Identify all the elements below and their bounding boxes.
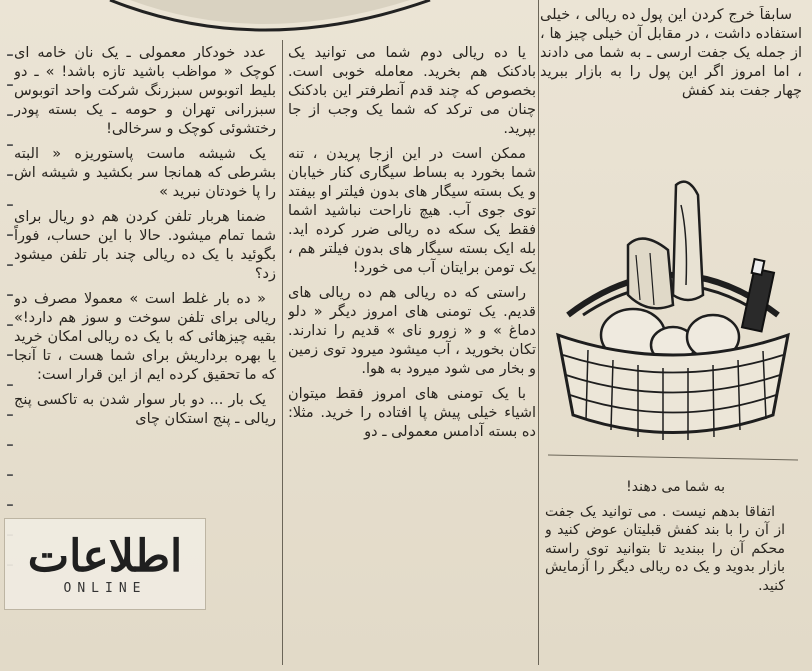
shopping-basket-illustration <box>548 175 798 465</box>
paragraph: یا ده ریالی دوم شما می توانید یک بادکنک هم بخرید. معامله خوبی است. بخصوص که چند قدم آنطرفتر این بادکنک چنان می ترکد که شما یک وجب از جا بپرید. <box>288 45 536 137</box>
paragraph: ضمنا هربار تلفن کردن هم دو ریال برای شما تمام میشود. حالا با این حساب، فوراً بگوئید با یک ده ریالی چند بار تلفن میشود زد؟ <box>14 209 276 282</box>
plate-illustration-top <box>0 0 440 36</box>
watermark-logo <box>4 518 206 610</box>
logo-subtitle: ONLINE <box>63 580 147 596</box>
paragraph: راستی که ده ریالی هم ده ریالی های قدیم. یک تومنی های امروز دیگر « دلو دماغ » و « زورو نای » قدیم را ندارند. تکان بخورید ، آب میشود میرود توی زمین و بخار می شود میرود به هوا. <box>288 285 536 377</box>
paragraph: « ده بار غلط است » معمولا مصرف دو ریالی برای تلفن سوخت و سوز هم دارد!» بقیه چیزهائی که با یک ده ریالی امکان خرید یا بهره برداریش برای شما هست ، تا آنجا که ما تحقیق کرده ایم از این قرار است: <box>14 291 276 383</box>
paragraph: اتفاقا بدهم نیست . می توانید یک جفت از آن را با بند کفش قبلیتان عوض کنید و محکم آن را ببندید تا بتوانید توی راسته بازار بدوید و یک ده ریالی دیگر را آزمایش کنید. <box>545 503 785 594</box>
article-column-2 <box>288 44 536 664</box>
paragraph: سابقاً خرج کردن این پول ده ریالی ، خیلی استفاده داشت ، در مقابل آن خیلی چیز ها ، از جمله یک جفت ارسی ـ به شما می دادند ، اما امروز اگر این پول را به بازار ببرید چهار جفت بند کفش <box>540 7 802 99</box>
article-column-1 <box>540 6 802 176</box>
logo-title: اطلاعات <box>27 530 183 582</box>
column-divider <box>282 40 283 665</box>
article-column-4 <box>545 478 785 668</box>
paragraph: عدد خودکار معمولی ـ یک نان خامه ای کوچک « مواظب باشید تازه باشد! » ـ دو بلیط اتوبوس سبزرنگ شرکت واحد اتوبوس سبزرانی تهران و حومه ـ یک بسته پودر رختشوئی کوچک و سرخالی! <box>14 45 276 137</box>
paragraph: یک بار ... دو بار سوار شدن به تاکسی پنج ریالی ـ پنج استکان چای <box>14 392 276 427</box>
paragraph: با یک تومنی های امروز فقط میتوان اشیاء خیلی پیش پا افتاده را خرید. مثلا: ده بسته آدامس معمولی ـ دو <box>288 386 536 440</box>
paragraph: یک شیشه ماست پاستوریزه « البته بشرطی که همانجا سر بکشید و شیشه اش را پا خودتان نبرید » <box>14 146 276 200</box>
paragraph: به شما می دهند! <box>626 479 725 495</box>
column-divider <box>538 0 539 665</box>
paragraph: ممکن است در این ازجا پریدن ، تنه شما بخورد به بساط سیگاری کنار خیابان و یک بسته سیگار های بدون فیلتر او بیفتد توی جوی آب. هیچ ناراحت نباشید اشما فقط یک سکه ده ریالی ضرر کرده اید. بله ایک بسته سیگار های بدون فیلتر هم ، یک تومن برایتان آب می خورد! <box>288 146 536 276</box>
column-margin-dashes: - - - - - - - - - - - - - - - - <box>6 42 14 517</box>
